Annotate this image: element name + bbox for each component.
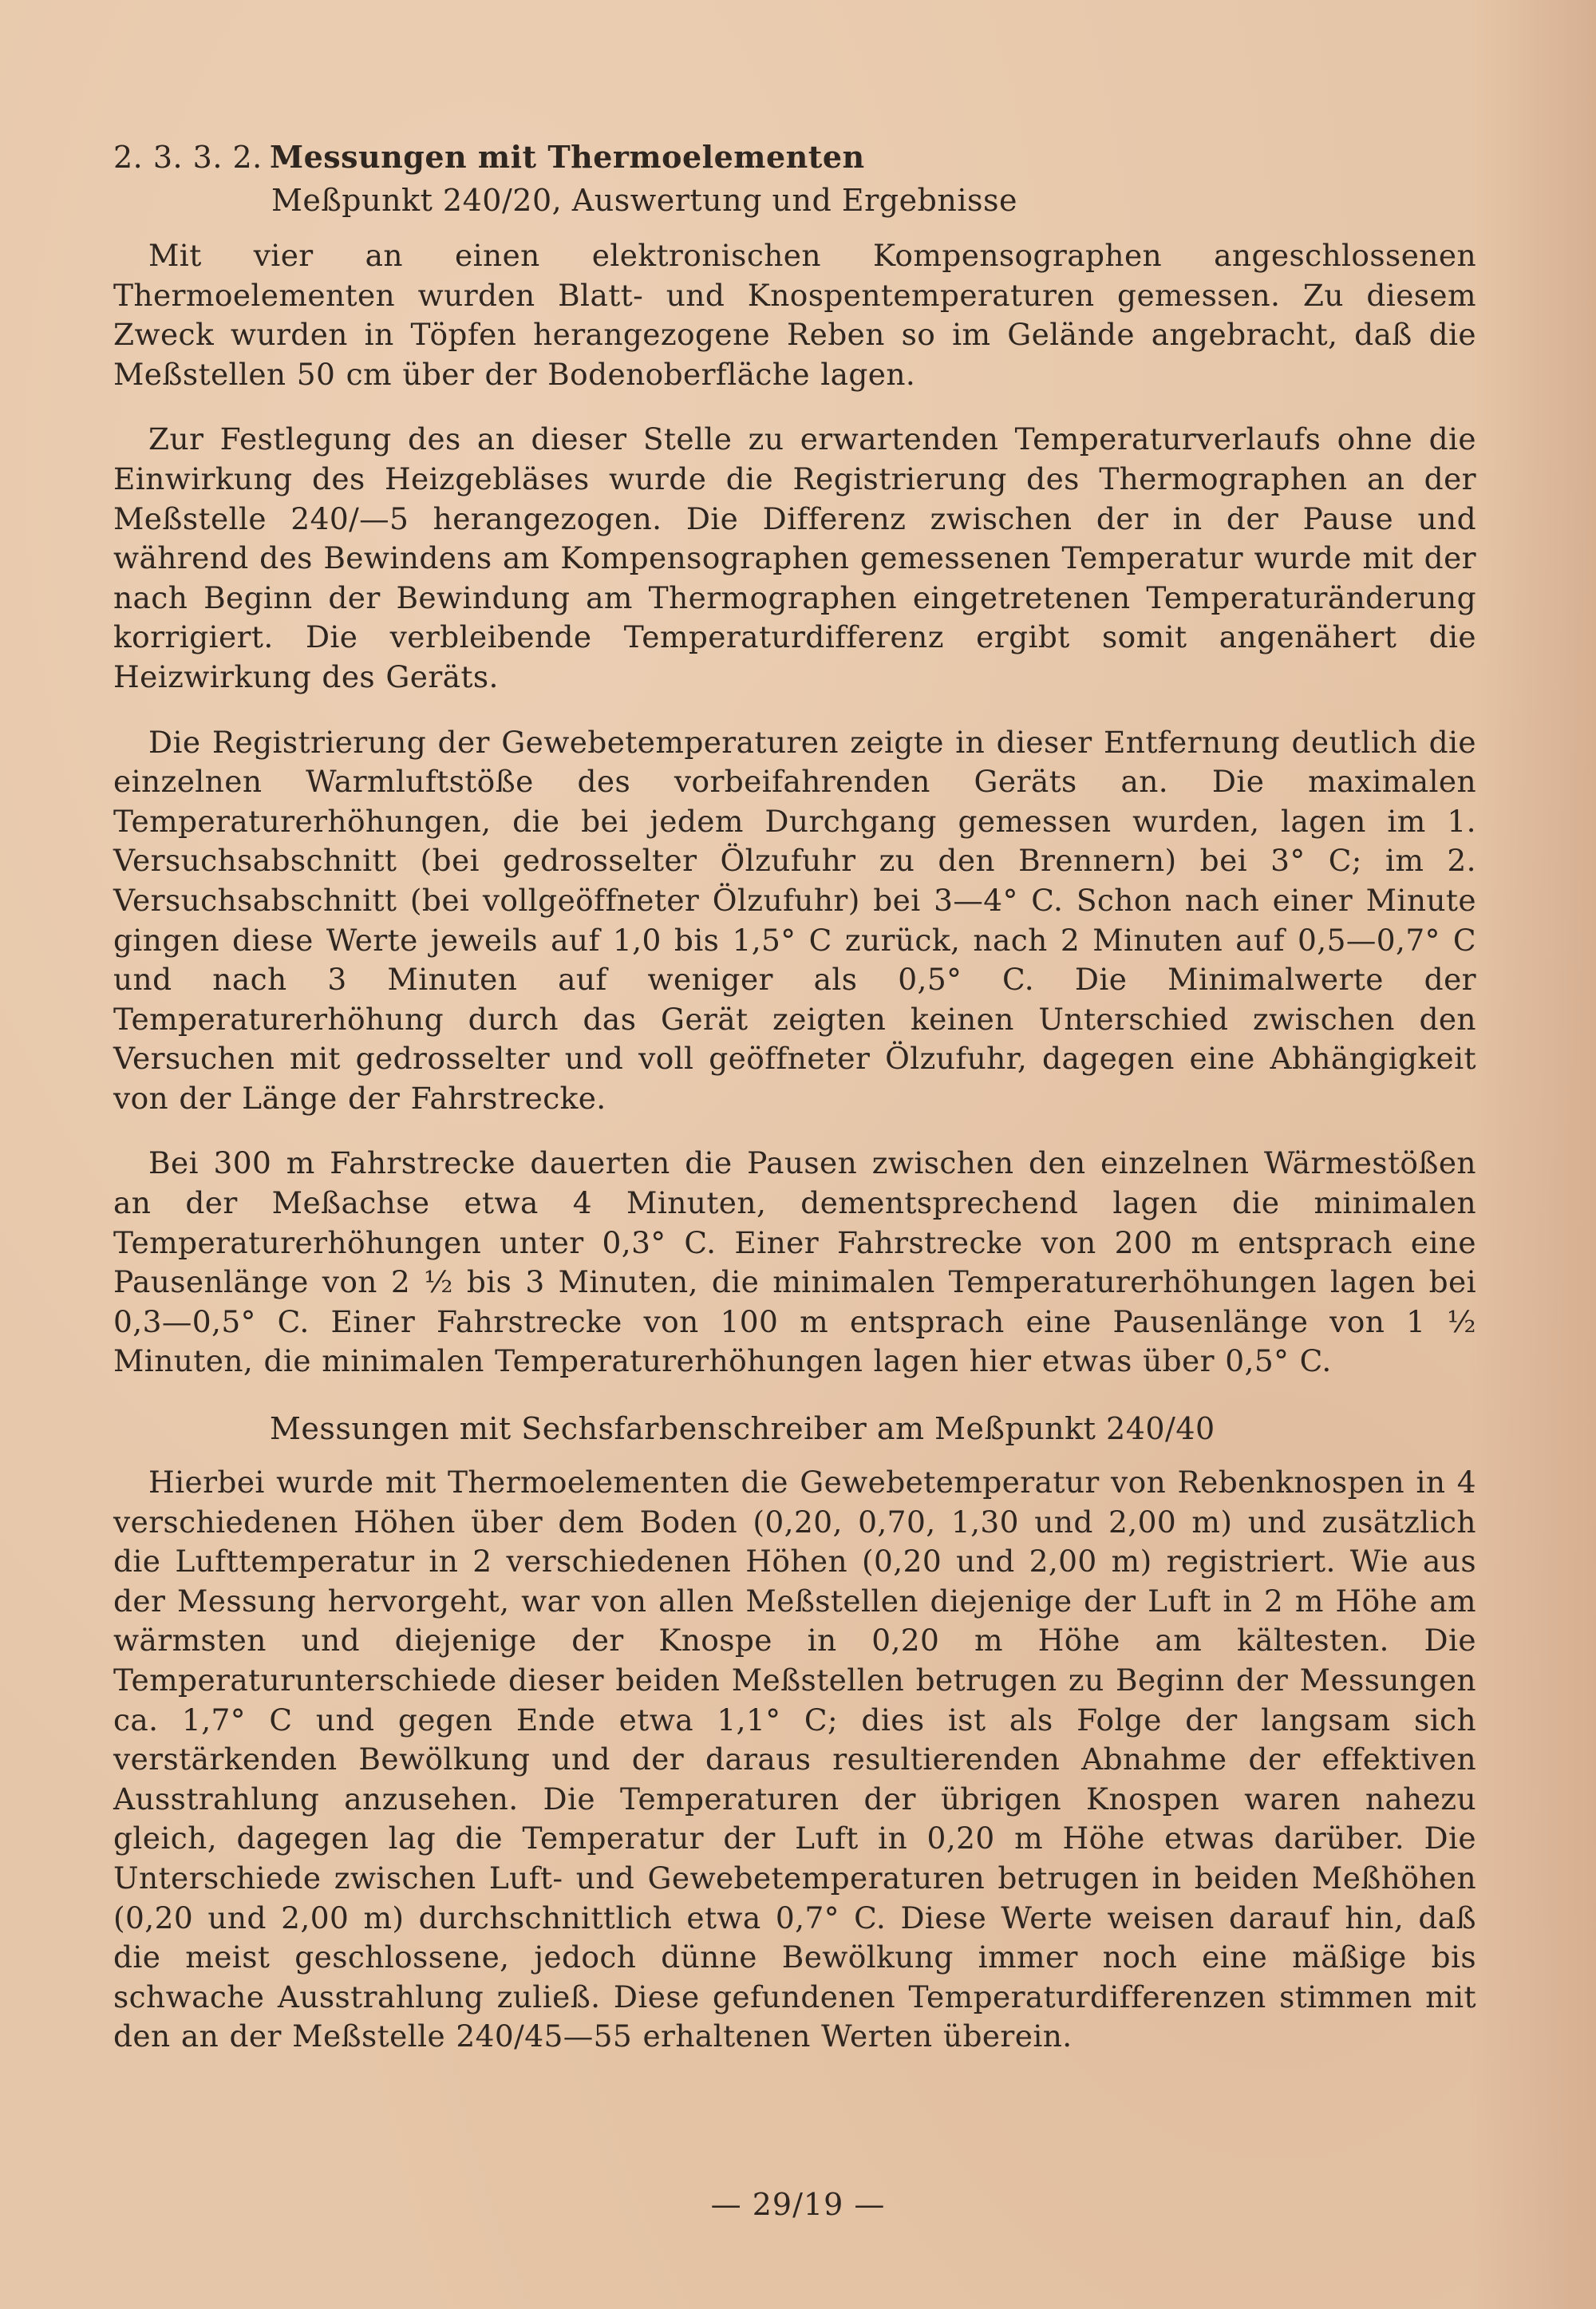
section-number: 2. 3. 3. 2.	[113, 140, 263, 175]
subsection-title: Messungen mit Sechsfarbenschreiber am Meßpunkt 240/40	[270, 1411, 1215, 1447]
paragraph-4: Bei 300 m Fahrstrecke dauerten die Pausen zwischen den einzelnen Wärmestößen an der Meßachse etwa 4 Minuten, dementsprechend lagen die minimalen Temperaturerhöhungen unter 0,3° C. Einer Fahrstrecke von 200 m entsprach eine Pausenlänge von 2 ½ bis 3 Minuten, die minimalen Temperaturerhöhungen lagen bei 0,3—0,5° C. Einer Fahrstrecke von 100 m entsprach eine Pausenlänge von 1 ½ Minuten, die minimalen Temperaturerhöhungen lagen hier etwas über 0,5° C.	[113, 1145, 1476, 1379]
paragraph-5: Hierbei wurde mit Thermoelementen die Gewebetemperatur von Rebenknospen in 4 verschiedenen Höhen über dem Boden (0,20, 0,70, 1,30 und 2,00 m) und zusätzlich die Lufttemperatur in 2 verschiedenen Höhen (0,20 und 2,00 m) registriert. Wie aus der Messung hervorgeht, war von allen Meßstellen diejenige der Luft in 2 m Höhe am wärmsten und diejenige der Knospe in 0,20 m Höhe am kältesten. Die Temperaturunterschiede dieser beiden Meßstellen betrugen zu Beginn der Messungen ca. 1,7° C und gegen Ende etwa 1,1° C; dies ist als Folge der langsam sich verstärkenden Bewölkung und der daraus resultierenden Abnahme der effektiven Ausstrahlung anzusehen. Die Temperaturen der übrigen Knospen waren nahezu gleich, dagegen lag die Temperatur der Luft in 0,20 m Höhe etwas darüber. Die Unterschiede zwischen Luft- und Gewebetemperaturen betrugen in beiden Meßhöhen (0,20 und 2,00 m) durchschnittlich etwa 0,7° C. Diese Werte weisen darauf hin, daß die meist geschlossene, jedoch dünne Bewölkung immer noch eine mäßige bis schwache Ausstrahlung zuließ. Diese gefundenen Temperaturdifferenzen stimmen mit den an der Meßstelle 240/45—55 erhaltenen Werten überein.	[113, 1465, 1476, 2054]
paragraph-2: Zur Festlegung des an dieser Stelle zu erwartenden Temperaturverlaufs ohne die Einwirkung des Heizgebläses wurde die Registrierung des Thermographen an der Meßstelle 240/—5 herangezogen. Die Differenz zwischen der in der Pause und während des Bewindens am Kompensographen gemessenen Temperatur wurde mit der nach Beginn der Bewindung am Thermographen eingetretenen Temperaturänderung korrigiert. Die verbleibende Temperaturdifferenz ergibt somit angenähert die Heizwirkung des Geräts.	[113, 421, 1476, 694]
paragraph-3: Die Registrierung der Gewebetemperaturen zeigte in dieser Entfernung deutlich die einzelnen Warmluftstöße des vorbeifahrenden Geräts an. Die maximalen Temperaturerhöhungen, die bei jedem Durchgang gemessen wurden, lagen im 1. Versuchsabschnitt (bei gedrosselter Ölzufuhr zu den Brennern) bei 3° C; im 2. Versuchsabschnitt (bei vollgeöffneter Ölzufuhr) bei 3—4° C. Schon nach einer Minute gingen diese Werte jeweils auf 1,0 bis 1,5° C zurück, nach 2 Minuten auf 0,5—0,7° C und nach 3 Minuten auf weniger als 0,5° C. Die Minimalwerte der Temperaturerhöhung durch das Gerät zeigten keinen Unterschied zwischen den Versuchen mit gedrosselter und voll geöffneter Ölzufuhr, dagegen eine Abhängigkeit von der Länge der Fahrstrecke.	[113, 724, 1476, 1116]
section-title: Messungen mit Thermoelementen	[270, 139, 865, 175]
page-number: — 29/19 —	[710, 2187, 886, 2222]
section-heading	[113, 136, 1476, 179]
paragraph-1: Mit vier an einen elektronischen Kompensographen angeschlossenen Thermoelementen wurden Blatt- und Knospentemperaturen gemessen. Zu diesem Zweck wurden in Töpfen herangezogene Reben so im Gelände angebracht, daß die Meßstellen 50 cm über der Bodenoberfläche lagen.	[113, 238, 1476, 392]
page-content	[113, 136, 1476, 2082]
section-subtitle: Meßpunkt 240/20, Auswertung und Ergebnisse	[271, 183, 1018, 218]
